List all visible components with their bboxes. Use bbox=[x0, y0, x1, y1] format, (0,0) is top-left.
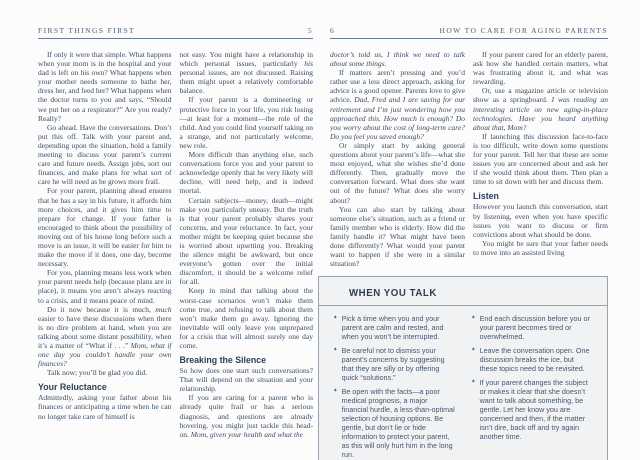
bullet-icon: ✦ bbox=[471, 315, 476, 321]
paragraph: Or, use a magazine article or television show as a springboard. I was reading an interesting article on new aging-in-place technologies. Have you heard anything about that, Mom? bbox=[473, 86, 608, 132]
talk-box-bullet-item bbox=[471, 314, 593, 341]
talk-box-bullet-item bbox=[471, 346, 593, 373]
talk-box-header bbox=[319, 277, 607, 306]
text-column-2 bbox=[180, 50, 314, 448]
paragraph: You might be sure that your father needs to move into an assisted living bbox=[473, 238, 608, 257]
bullet-icon: ✦ bbox=[333, 347, 338, 353]
paragraph: If only it were that simple. What happens when your mom is in the hospital and your dad is left on his own? What happens when your mother needs someone to bathe her, dress her, and feed her? What happens when the doctor turns to you and says, “Should we put her on a respirator?” Are you ready? Really? bbox=[38, 50, 172, 123]
paragraph: If launching this discussion face-to-face is too difficult, write down some questions for your parent. Tell her that these are some issues you are concerned about and ask her if she would think about them. Then plan a time to sit down with her and discuss them. bbox=[473, 131, 608, 187]
section-heading: Listen bbox=[473, 191, 499, 202]
text-column-4 bbox=[473, 50, 608, 276]
paragraph: If your parent is a domineering or protective force in your life, you risk losing—at least for a moment—the role of the child. And you could find yourself taking on a strange, and not particularly welcome, new role. bbox=[179, 95, 313, 150]
when-you-talk-box bbox=[318, 276, 608, 460]
left-page-columns bbox=[38, 50, 313, 448]
bullet-icon: ✦ bbox=[333, 315, 338, 321]
talk-box-bullet-list-2 bbox=[471, 314, 593, 460]
bullet-icon: ✦ bbox=[471, 379, 476, 385]
paragraph: You can also start by talking about someone else’s situation, such as a friend or family member who is elderly. How did the family handle it? What might have been done differently? What would your parent want to happen if she were in a similar situation? bbox=[330, 204, 465, 269]
talk-box-bullet-item bbox=[471, 378, 593, 441]
talk-box-title: WHEN YOU TALK bbox=[349, 287, 437, 299]
text-column-3 bbox=[330, 50, 465, 276]
talk-box-bullet-item bbox=[333, 346, 455, 382]
bullet-text: Be careful not to dismiss your parent’s concerns by suggesting that they are silly or by offering quick “solutions.” bbox=[341, 346, 445, 382]
running-head-right bbox=[330, 26, 608, 39]
bullet-text: Be open with the facts—a poor medical prognosis, a major financial hurdle, a less-than-optimal selection of housing options. Be gentle, but don’t lie or hide information to protect your parent, as this will only hurt him in the long run. bbox=[341, 387, 455, 459]
paragraph: Go ahead. Have the conversations. Don’t put this off. Talk with your parent and, depending upon the situation, hold a family meeting to discuss your parent’s current care and future needs. Assign jobs, sort out finances, and make plans for what sort of care he will need as he grows more frail. bbox=[38, 122, 172, 187]
paragraph: Admittedly, asking your father about his finances or anticipating a time when he can no longer take care of himself is bbox=[38, 393, 172, 421]
paragraph: Do it now because it is much, much easier to have these discussions when there is no dire problem at hand, when you are talking about some distant possibility, when it’s a matter of “What if . . .” Mom, what if one day you couldn’t handle your own finances? bbox=[38, 304, 172, 369]
running-head-left bbox=[38, 26, 313, 39]
bullet-icon: ✦ bbox=[333, 388, 338, 394]
paragraph: More difficult than anything else, such conversations force you and your parent to acknowledge openly that he very likely will decline, will need help, and is indeed mortal. bbox=[179, 150, 313, 196]
bullet-text: End each discussion before you or your parent becomes tired or overwhelmed. bbox=[479, 314, 590, 341]
paragraph: doctor’s told us, I think we need to talk about some things. bbox=[330, 50, 465, 69]
page-number-right: 6 bbox=[330, 26, 336, 35]
talk-box-bullet-item bbox=[333, 314, 455, 341]
talk-box-columns bbox=[319, 306, 607, 460]
paragraph: If your parent cared for an elderly parent, ask how she handled certain matters, what was frustrating about it, and what was rewarding. bbox=[473, 50, 608, 87]
book-title: HOW TO CARE FOR AGING PARENTS bbox=[439, 26, 608, 35]
paragraph: If matters aren’t pressing and you’d rather use a less direct approach, asking for advice is a good opener. Parents love to give advice. Dad, Fred and I are saving for our retirement and I’m just wondering how you approached this. How much is enough? Do you worry about the cost of long-term care? Do you feel you saved enough? bbox=[330, 68, 466, 141]
bullet-text: If your parent changes the subject or makes it clear that she doesn’t want to talk about something, be gentle. Let her know you are concerned and then, if the matter isn’t dire, back off and try again another time. bbox=[479, 378, 588, 441]
paragraph: not easy. You might have a relationship in which personal issues, particularly his personal issues, are not discussed. Raising them might upset a relatively comfortable balance. bbox=[179, 50, 313, 96]
page-right bbox=[330, 26, 608, 460]
text-column-1 bbox=[38, 50, 172, 448]
talk-box-bullet-list-1 bbox=[333, 314, 455, 460]
paragraph: Talk now; you’ll be glad you did. bbox=[47, 368, 148, 378]
paragraph: However you launch this conversation, start by listening, even when you have specific issues you want to discuss or firm convictions about what should be done. bbox=[473, 202, 608, 239]
bullet-text: Pick a time when you and your parent are calm and rested, and when you won’t be interrupted. bbox=[341, 314, 444, 341]
chapter-title: FIRST THINGS FIRST bbox=[38, 26, 136, 35]
page-left bbox=[38, 26, 313, 448]
paragraph: For you, planning means less work when your parent needs help (because plans are in place), it means you aren’t always reacting to a crisis, and it means peace of mind. bbox=[38, 268, 172, 305]
paragraph: If you are caring for a parent who is already quite frail or has a serious diagnosis, and questions are already hovering, you might just tackle this head-on. Mom, given your health and what the bbox=[179, 393, 313, 439]
bullet-icon: ✦ bbox=[471, 347, 476, 353]
paragraph: Certain subjects—money, death—might make you particularly uneasy. But the truth is that your parent probably shares your concerns, and your reluctance. In fact, your mother might be keeping quiet because she is worried about upsetting you. Breaking the silence might be awkward, but once everyone’s gotten over the initial discomfort, it should be a welcome relief for all. bbox=[179, 195, 313, 287]
talk-box-bullet-item bbox=[333, 387, 455, 459]
paragraph: So how does one start such conversations? That will depend on the situation and your relationship. bbox=[179, 366, 313, 394]
right-page-columns bbox=[330, 50, 608, 276]
paragraph: Keep in mind that talking about the worst-case scenarios won’t make them come true, and refusing to talk about them won’t make them go away. Ignoring the inevitable will only leave you unprepared for a crisis that will almost surely one day come. bbox=[179, 286, 313, 350]
bullet-text: Leave the conversation open. One discussion breaks the ice, but these topics need to be revisited. bbox=[479, 346, 590, 373]
section-heading: Your Reluctance bbox=[38, 382, 107, 393]
section-heading: Breaking the Silence bbox=[179, 355, 267, 366]
page-number-left: 5 bbox=[307, 26, 313, 35]
paragraph: Or simply start by asking general questions about your parent’s life—what she most enjoyed, what she wishes she’d done differently. Then, gradually move the conversation forward. What does she want out of the future? What does she worry about? bbox=[330, 140, 465, 205]
paragraph: For your parent, planning ahead ensures that he has a say in his future, it affords him more choices, and it gives him time to prepare for change. If your father is encouraged to think about the possibility of moving out of his house long before such a move is an issue, it will be easier for him to make the move if it does, one day, become necessary. bbox=[38, 186, 172, 269]
